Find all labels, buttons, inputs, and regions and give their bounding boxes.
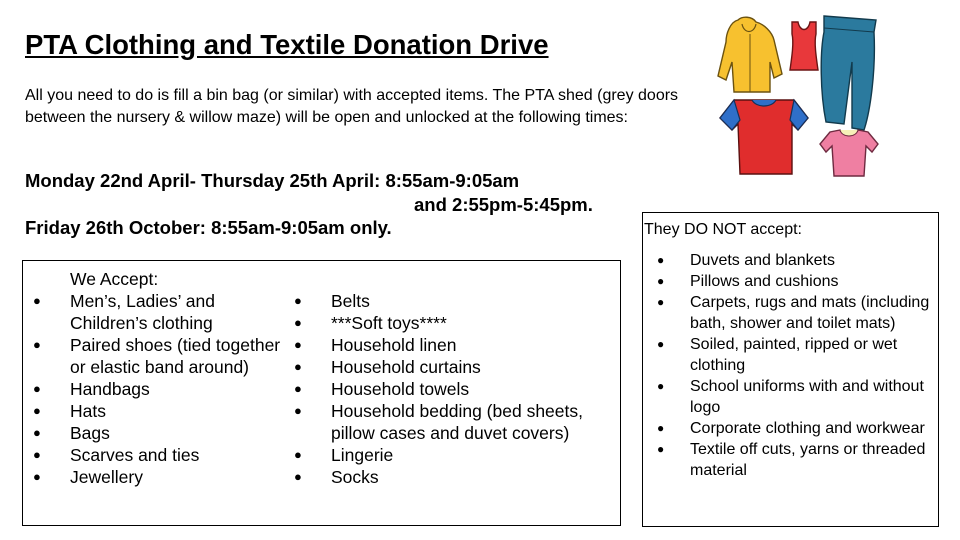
bullet-icon: ● xyxy=(33,447,41,462)
bullet-icon: ● xyxy=(33,293,41,308)
list-item-text: Lingerie xyxy=(331,445,394,465)
bullet-icon: ● xyxy=(33,469,41,484)
list-item xyxy=(23,400,288,422)
list-item-text: Household curtains xyxy=(331,357,481,377)
list-item-text: Soiled, painted, ripped or wet clothing xyxy=(690,336,898,374)
list-item-text: Men’s, Ladies’ and Children’s clothing xyxy=(70,291,215,333)
list-item-text: ***Soft toys**** xyxy=(331,313,447,333)
page-title: PTA Clothing and Textile Donation Drive xyxy=(25,29,549,60)
list-item-text: Household bedding (bed sheets, pillow cases and duvet covers) xyxy=(331,401,583,443)
list-item-text: Belts xyxy=(331,291,370,311)
tshirt-icon xyxy=(720,100,808,174)
list-item xyxy=(23,422,288,444)
list-item-text: Duvets and blankets xyxy=(690,252,835,269)
bullet-icon: ● xyxy=(294,381,302,396)
bullet-icon: ● xyxy=(33,403,41,418)
intro-text: All you need to do is fill a bin bag (or similar) with accepted items. The PTA shed (grey doors between the nursery & willow maze) will be open and unlocked at the following times: xyxy=(25,87,679,126)
accepted-items-box xyxy=(22,260,621,526)
bullet-icon: ● xyxy=(33,425,41,440)
jeans-icon xyxy=(821,16,876,130)
list-item xyxy=(23,466,288,488)
list-item xyxy=(284,356,614,378)
schedule-line-3: Friday 26th October: 8:55am-9:05am only. xyxy=(25,217,392,238)
bullet-icon: ● xyxy=(294,315,302,330)
hoodie-icon xyxy=(718,17,782,92)
list-item-text: Textile off cuts, yarns or threaded material xyxy=(690,441,926,479)
list-item-text: Hats xyxy=(70,401,106,421)
rejected-list xyxy=(643,250,933,481)
list-item xyxy=(284,334,614,356)
list-item xyxy=(284,290,614,312)
accepted-list-column-1 xyxy=(23,290,288,488)
bullet-icon: ● xyxy=(294,337,302,352)
list-item xyxy=(23,334,288,378)
list-item xyxy=(284,378,614,400)
list-item xyxy=(643,418,933,439)
bullet-icon: ● xyxy=(657,337,665,351)
list-item-text: Jewellery xyxy=(70,467,143,487)
bullet-icon: ● xyxy=(657,442,665,456)
schedule-line-1: Monday 22nd April- Thursday 25th April: 8:55am-9:05am xyxy=(25,170,520,191)
list-item xyxy=(643,376,933,418)
tank-top-icon xyxy=(790,22,818,70)
list-item xyxy=(284,312,614,334)
list-item xyxy=(643,292,933,334)
list-item xyxy=(284,400,614,444)
list-item-text: Household towels xyxy=(331,379,470,399)
bullet-icon: ● xyxy=(657,274,665,288)
rejected-items-box xyxy=(642,212,939,527)
accepted-list-column-2 xyxy=(284,290,614,488)
list-item-text: Pillows and cushions xyxy=(690,273,839,290)
list-item-text: Household linen xyxy=(331,335,457,355)
bullet-icon: ● xyxy=(294,293,302,308)
list-item-text: Bags xyxy=(70,423,110,443)
list-item xyxy=(23,378,288,400)
bullet-icon: ● xyxy=(294,359,302,374)
list-item xyxy=(23,444,288,466)
accepted-heading: We Accept: xyxy=(70,269,159,289)
bullet-icon: ● xyxy=(657,295,665,309)
list-item-text: Socks xyxy=(331,467,379,487)
bullet-icon: ● xyxy=(657,421,665,435)
rejected-heading: They DO NOT accept: xyxy=(644,221,802,238)
list-item-text: School uniforms with and without logo xyxy=(690,378,924,416)
list-item-text: Corporate clothing and workwear xyxy=(690,420,925,437)
list-item xyxy=(23,290,288,334)
list-item-text: Paired shoes (tied together or elastic band around) xyxy=(70,335,281,377)
list-item-text: Handbags xyxy=(70,379,150,399)
list-item-text: Scarves and ties xyxy=(70,445,200,465)
list-item xyxy=(643,334,933,376)
schedule-line-2: and 2:55pm-5:45pm. xyxy=(414,194,593,215)
list-item-text: Carpets, rugs and mats (including bath, shower and toilet mats) xyxy=(690,294,930,332)
bullet-icon: ● xyxy=(294,469,302,484)
list-item xyxy=(643,271,933,292)
bullet-icon: ● xyxy=(294,447,302,462)
list-item xyxy=(284,444,614,466)
blouse-icon xyxy=(820,130,878,176)
clothing-illustration xyxy=(712,12,887,182)
bullet-icon: ● xyxy=(294,403,302,418)
list-item xyxy=(643,439,933,481)
list-item xyxy=(284,466,614,488)
bullet-icon: ● xyxy=(33,337,41,352)
bullet-icon: ● xyxy=(33,381,41,396)
list-item xyxy=(643,250,933,271)
bullet-icon: ● xyxy=(657,253,665,267)
bullet-icon: ● xyxy=(657,379,665,393)
